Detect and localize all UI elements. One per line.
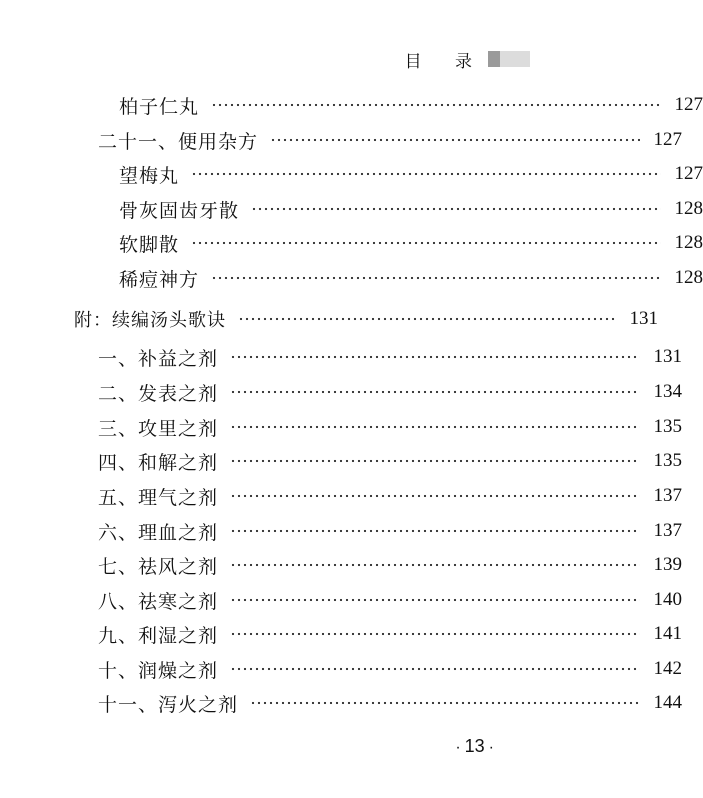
dot-leader bbox=[230, 596, 640, 604]
dot-leader bbox=[230, 527, 640, 535]
toc-entry-title: 八、祛寒之剂 bbox=[98, 590, 219, 613]
dot-leader bbox=[230, 492, 640, 500]
toc-entry-title: 十一、泻火之剂 bbox=[98, 693, 239, 716]
toc-entry-page: 144 bbox=[653, 692, 682, 713]
toc-entry-page: 131 bbox=[629, 308, 658, 329]
page-number-right-dot: · bbox=[488, 739, 494, 756]
toc-entry-page: 137 bbox=[653, 520, 682, 541]
dot-leader bbox=[270, 136, 640, 144]
dot-leader bbox=[211, 101, 661, 109]
toc-entry-title: 望梅丸 bbox=[119, 164, 180, 187]
dot-leader bbox=[230, 561, 640, 569]
toc-entry[interactable] bbox=[0, 689, 682, 717]
toc-entry-page: 134 bbox=[653, 381, 682, 402]
toc-entry[interactable] bbox=[0, 229, 703, 257]
header-bar-dark-block bbox=[488, 51, 500, 67]
toc-entry[interactable] bbox=[0, 126, 682, 154]
dot-leader bbox=[230, 423, 640, 431]
toc-entry-page: 128 bbox=[674, 198, 703, 219]
dot-leader bbox=[251, 205, 661, 213]
toc-entry[interactable] bbox=[0, 655, 682, 683]
toc-entry[interactable] bbox=[0, 195, 703, 223]
toc-entry-title: 六、理血之剂 bbox=[98, 521, 219, 544]
toc-entry-page: 135 bbox=[653, 416, 682, 437]
toc-entry-title: 七、祛风之剂 bbox=[98, 555, 219, 578]
running-header bbox=[405, 46, 530, 72]
toc-entry[interactable] bbox=[0, 447, 682, 475]
dot-leader bbox=[230, 457, 640, 465]
dot-leader bbox=[238, 315, 616, 323]
toc-section-heading[interactable] bbox=[0, 305, 658, 333]
dot-leader bbox=[211, 274, 661, 282]
page-number bbox=[451, 736, 498, 757]
toc-entry-page: 127 bbox=[653, 129, 682, 150]
toc-entry-page: 127 bbox=[674, 163, 703, 184]
toc-entry-title: 柏子仁丸 bbox=[119, 95, 200, 118]
toc-entry-page: 137 bbox=[653, 485, 682, 506]
toc-entry[interactable] bbox=[0, 551, 682, 579]
page-number-value: 13 bbox=[464, 736, 485, 756]
toc-entry-page: 141 bbox=[653, 623, 682, 644]
toc-entry-page: 139 bbox=[653, 554, 682, 575]
toc-entry[interactable] bbox=[0, 586, 682, 614]
page-number-left-dot: · bbox=[455, 739, 461, 756]
toc-entry-page: 131 bbox=[653, 346, 682, 367]
dot-leader bbox=[230, 630, 640, 638]
toc-entry-title: 二十一、便用杂方 bbox=[98, 130, 259, 153]
dot-leader bbox=[191, 170, 661, 178]
header-decoration-bar bbox=[488, 51, 530, 67]
toc-entry-title: 三、攻里之剂 bbox=[98, 417, 219, 440]
dot-leader bbox=[230, 665, 640, 673]
toc-entry-title: 骨灰固齿牙散 bbox=[119, 199, 240, 222]
toc-entry-page: 142 bbox=[653, 658, 682, 679]
dot-leader bbox=[230, 353, 640, 361]
toc-entry-title: 软脚散 bbox=[119, 233, 180, 256]
toc-entry-title: 二、发表之剂 bbox=[98, 382, 219, 405]
toc-entry-title: 五、理气之剂 bbox=[98, 486, 219, 509]
header-bar-light-block bbox=[500, 51, 530, 67]
dot-leader bbox=[250, 699, 640, 707]
toc-entry-title: 九、利湿之剂 bbox=[98, 624, 219, 647]
header-title: 目 录 bbox=[404, 51, 486, 72]
toc-entry[interactable] bbox=[0, 91, 703, 119]
toc-entry[interactable] bbox=[0, 413, 682, 441]
dot-leader bbox=[191, 239, 661, 247]
toc-entry[interactable] bbox=[0, 620, 682, 648]
toc-entry-title: 四、和解之剂 bbox=[98, 451, 219, 474]
toc-entry[interactable] bbox=[0, 343, 682, 371]
dot-leader bbox=[230, 388, 640, 396]
toc-entry-page: 135 bbox=[653, 450, 682, 471]
toc-entry-page: 127 bbox=[674, 94, 703, 115]
toc-entry[interactable] bbox=[0, 264, 703, 292]
toc-entry-title: 十、润燥之剂 bbox=[98, 659, 219, 682]
toc-entry[interactable] bbox=[0, 378, 682, 406]
toc-entry[interactable] bbox=[0, 160, 703, 188]
toc-entry-title: 一、补益之剂 bbox=[98, 347, 219, 370]
toc-entry-page: 128 bbox=[674, 267, 703, 288]
toc-entry-page: 128 bbox=[674, 232, 703, 253]
toc-entry[interactable] bbox=[0, 482, 682, 510]
toc-entry[interactable] bbox=[0, 517, 682, 545]
toc-entry-title: 稀痘神方 bbox=[119, 268, 200, 291]
toc-entry-page: 140 bbox=[653, 589, 682, 610]
toc-entry-title: 附：续编汤头歌诀 bbox=[74, 310, 226, 331]
